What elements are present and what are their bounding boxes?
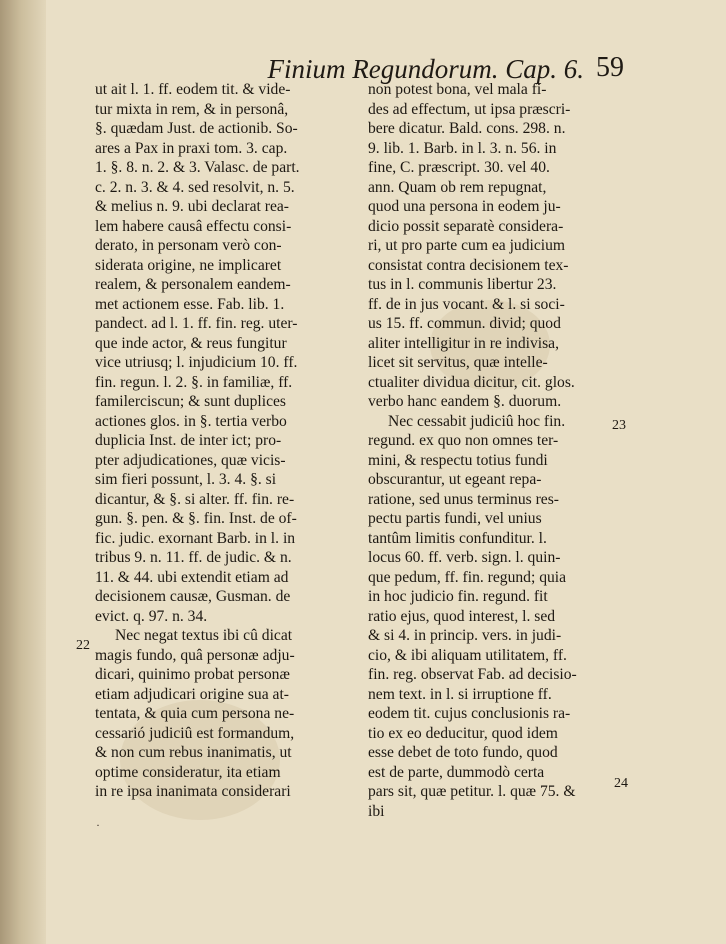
text-line: verbo hanc eandem §. duorum. [368, 393, 562, 410]
text-line: vice utriusq; l. injudicium 10. ff. [95, 354, 298, 371]
text-line: tentata, & quia cum persona ne- [95, 705, 295, 722]
text-line: tus in l. communis libertur 23. [368, 276, 557, 293]
text-line: evict. q. 97. n. 34. [95, 607, 208, 625]
text-line: cessarió judiciû est formandum, [95, 724, 295, 742]
text-line: gun. §. pen. & §. fin. Inst. de of- [95, 510, 297, 527]
margin-number-24: 24 [614, 776, 628, 791]
text-line: in hoc judicio fin. regund. fit [368, 588, 548, 605]
text-line: siderata origine, ne implicaret [95, 256, 282, 274]
text-line: ares a Pax in praxi tom. 3. cap. [95, 139, 288, 157]
text-line: derato, in personam verò con- [95, 237, 282, 254]
text-line: quod una persona in eodem ju- [368, 198, 561, 215]
text-line: non potest bona, vel mala fi- [368, 81, 547, 98]
text-line: optime consideratur, ita etiam [95, 763, 281, 781]
text-line: des ad effectum, ut ipsa præscri- [368, 100, 571, 118]
text-line: tantûm limitis confunditur. l. [368, 529, 547, 547]
text-line: 11. & 44. ubi extendit etiam ad [95, 568, 289, 586]
text-line: actiones glos. in §. tertia verbo [95, 412, 287, 430]
right-text-column [368, 80, 630, 821]
text-line: que inde actor, & reus fungitur [95, 334, 287, 352]
text-line: ri, ut pro parte cum ea judicium [368, 237, 566, 254]
text-line: fin. regun. l. 2. §. in familiæ, ff. [95, 373, 293, 391]
text-line: eodem tit. cujus conclusionis ra- [368, 705, 571, 722]
text-line: lem habere causâ effectu consi- [95, 217, 292, 235]
text-line: obscurantur, ut egeant repa- [368, 471, 542, 488]
text-line: §. quædam Just. de actionib. So- [95, 120, 298, 137]
text-line: esse debet de toto fundo, quod [368, 744, 558, 761]
text-line: in re ipsa inanimata considerari [95, 783, 291, 800]
text-line: fine, C. præscript. 30. vel 40. [368, 159, 550, 176]
text-line: Nec negat textus ibi cû dicat [115, 627, 293, 644]
text-line: locus 60. ff. verb. sign. l. quin- [368, 549, 561, 566]
text-line: dicantur, & §. si alter. ff. fin. re- [95, 490, 295, 508]
text-line: realem, & personalem eandem- [95, 276, 291, 293]
text-line: consistat contra decisionem tex- [368, 256, 569, 274]
text-line: ut ait l. 1. ff. eodem tit. & vide- [95, 81, 291, 98]
text-line: bere dicatur. Bald. cons. 298. n. [368, 120, 566, 137]
text-line: est de parte, dummodò certa [368, 763, 545, 781]
text-line: & melius n. 9. ubi declarat rea- [95, 198, 289, 215]
text-line: ctualiter dividua dicitur, cit. glos. [368, 373, 575, 391]
running-title: Finium Regundorum. Cap. 6. [267, 54, 584, 84]
text-line: duplicia Inst. de inter ict; pro- [95, 432, 282, 449]
text-line: sim fieri possunt, l. 3. 4. §. si [95, 471, 277, 488]
text-line: ann. Quam ob rem repugnat, [368, 178, 547, 196]
text-line: & non cum rebus inanimatis, ut [95, 744, 292, 761]
text-line: pectu partis fundi, vel unius [368, 510, 542, 527]
margin-number-23: 23 [612, 418, 626, 433]
text-line: decisionem causæ, Gusman. de [95, 588, 291, 605]
text-line: magis fundo, quâ personæ adju- [95, 646, 295, 664]
text-line: nem text. in l. si irruptione ff. [368, 685, 552, 703]
text-line: dicio possit separatè considera- [368, 217, 564, 235]
text-line: ff. de in jus vocant. & l. si soci- [368, 295, 565, 313]
text-line: licet sit servitus, quæ intelle- [368, 354, 548, 371]
text-line: ratio ejus, quod interest, l. sed [368, 607, 556, 625]
text-line: 1. §. 8. n. 2. & 3. Valasc. de part. [95, 159, 300, 176]
page-number: 59 [596, 52, 624, 83]
text-line: 9. lib. 1. Barb. in l. 3. n. 56. in [368, 139, 557, 157]
text-line: tio ex eo deducitur, quod idem [368, 724, 558, 742]
text-line: que pedum, ff. fin. regund; quia [368, 568, 567, 586]
text-line: tribus 9. n. 11. ff. de judic. & n. [95, 549, 292, 566]
text-line: pars sit, quæ petitur. l. quæ 75. & [368, 783, 576, 800]
book-gutter [0, 0, 46, 944]
text-line: fic. judic. exornant Barb. in l. in [95, 529, 296, 547]
text-line: ibi [368, 802, 385, 820]
left-text-column [95, 80, 357, 802]
text-line: c. 2. n. 3. & 4. sed resolvit, n. 5. [95, 178, 295, 196]
text-line: cio, & ibi aliquam utilitatem, ff. [368, 646, 567, 664]
text-line: fin. reg. observat Fab. ad decisio- [368, 666, 577, 683]
text-line: met actionem esse. Fab. lib. 1. [95, 295, 285, 313]
text-line: dicari, quinimo probat personæ [95, 666, 290, 683]
text-line: ratione, sed unus terminus res- [368, 490, 559, 508]
ink-mark: · [96, 818, 100, 832]
text-line: Nec cessabit judiciû hoc fin. [388, 412, 566, 430]
text-line: pandect. ad l. 1. ff. fin. reg. uter- [95, 315, 298, 332]
text-line: familerciscun; & sunt duplices [95, 393, 286, 410]
text-line: aliter intelligitur in re indivisa, [368, 334, 559, 352]
text-line: pter adjudicationes, quæ vicis- [95, 451, 286, 469]
text-line: & si 4. in princip. vers. in judi- [368, 627, 562, 644]
text-line: us 15. ff. commun. divid; quod [368, 315, 561, 332]
text-line: mini, & respectu totius fundi [368, 451, 548, 469]
text-line: tur mixta in rem, & in personâ, [95, 100, 289, 118]
text-line: etiam adjudicari origine sua at- [95, 685, 289, 703]
text-line: regund. ex quo non omnes ter- [368, 432, 559, 449]
margin-number-22: 22 [76, 638, 90, 653]
